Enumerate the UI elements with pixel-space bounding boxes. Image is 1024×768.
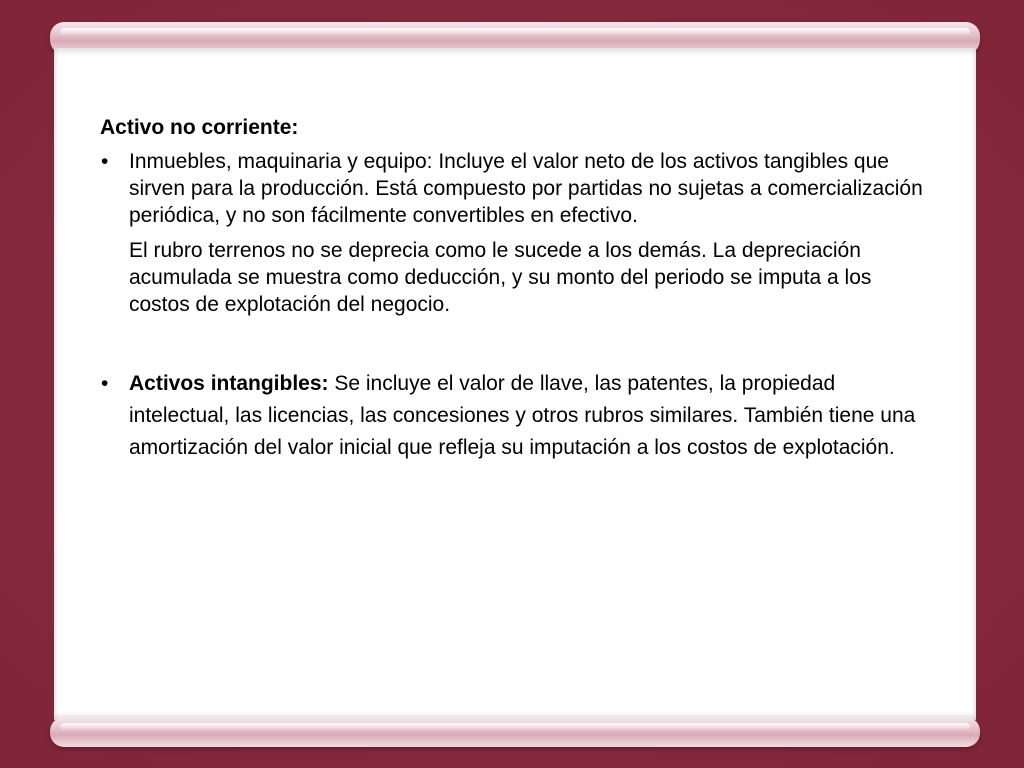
- bullet-icon: •: [101, 150, 109, 173]
- bullet-1-paragraph-1: Inmuebles, maquinaria y equipo: Incluye el valor neto de los activos tangibles que sirven para la producción. Está compuesto por partidas no sujetas a comercialización periódica, y no son fácilmente convertibles en efectivo.: [129, 150, 923, 227]
- bullet-2-text: Se incluye el valor de llave, las patentes, la propiedad intelectual, las licencias, las concesiones y otros rubros similares. También tiene una amortización del valor inicial que refleja su imputación a los costos de explotación.: [129, 372, 916, 459]
- bullet-icon: •: [101, 372, 109, 395]
- section-heading: Activo no corriente:: [100, 116, 299, 139]
- bullet-2-bold-lead: Activos intangibles:: [129, 372, 329, 395]
- bullet-item-1: [100, 148, 930, 318]
- slide-content: [100, 115, 930, 464]
- bullet-2-paragraph: [129, 368, 930, 464]
- scroll-bottom-roll: [50, 717, 980, 747]
- bullet-item-2: [100, 368, 930, 464]
- bullet-1-paragraph-2: El rubro terrenos no se deprecia como le sucede a los demás. La depreciación acumulada se muestra como deducción, y su monto del periodo se imputa a los costos de explotación del negocio.: [129, 239, 872, 316]
